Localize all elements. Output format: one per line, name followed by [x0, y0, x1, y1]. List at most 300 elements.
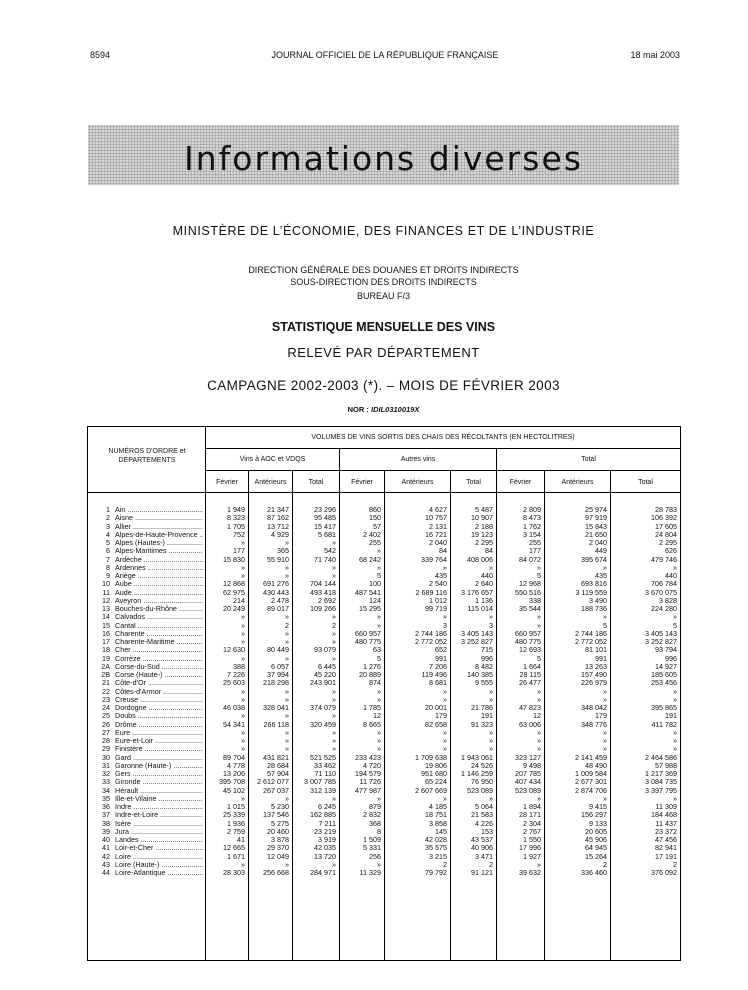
table-row: [88, 539, 680, 547]
department-name: Eure-et-Loir .....: [115, 737, 203, 745]
table-cell: 124: [369, 595, 381, 605]
table-cell: 28 783: [655, 505, 677, 514]
order-number: 11: [102, 587, 110, 597]
table-cell: 338: [529, 595, 541, 605]
table-cell: 55 910: [267, 554, 289, 564]
table-cell: »: [603, 612, 607, 622]
table-cell: »: [377, 727, 381, 737]
table-cell: 35 544: [519, 604, 541, 613]
document-subtitle: RELEVÉ PAR DÉPARTEMENT: [287, 345, 480, 360]
order-number: 42: [102, 851, 110, 861]
table-cell: 7 211: [318, 818, 336, 828]
table-cell: 253 456: [651, 678, 677, 688]
table-cell: »: [443, 727, 447, 737]
table-cell: 89 704: [223, 752, 245, 762]
publication-date: 18 mai 2003: [630, 50, 680, 60]
table-cell: 156 297: [581, 810, 607, 820]
table-cell: 374 079: [310, 703, 336, 712]
table-cell: 41: [237, 835, 245, 844]
table-cell: 3 490: [589, 595, 607, 605]
table-cell: »: [332, 612, 336, 622]
table-cell: 54 341: [223, 719, 245, 729]
order-number: 4: [106, 529, 110, 539]
order-number: 16: [102, 628, 110, 638]
order-number: 22: [102, 686, 110, 696]
table-cell: 19 123: [471, 529, 493, 539]
table-cell: 29 370: [267, 843, 289, 853]
order-number: 32: [102, 769, 110, 778]
table-cell: 8 665: [363, 719, 381, 729]
table-cell: »: [241, 744, 245, 754]
order-number: 5: [106, 538, 110, 547]
department-name: Eure .....: [115, 729, 203, 737]
table-cell: 2 832: [363, 810, 381, 820]
table-cell: 91 323: [471, 719, 493, 729]
table-cell: 2 874 706: [575, 785, 607, 795]
journal-title: JOURNAL OFFICIEL DE LA RÉPUBLIQUE FRANÇAISE: [271, 50, 499, 60]
department-name: Gironde .....: [115, 778, 203, 786]
table-cell: 320 459: [310, 719, 336, 729]
department-name: Charente-Maritime .....: [115, 638, 203, 646]
table-cell: »: [332, 562, 336, 572]
table-cell: 3 919: [318, 835, 336, 844]
table-cell: »: [285, 694, 289, 704]
order-number: 19: [102, 653, 110, 663]
table-cell: 20 889: [359, 670, 381, 679]
table-cell: »: [332, 686, 336, 696]
table-cell: »: [285, 859, 289, 869]
subheader: Février: [509, 479, 532, 486]
table-cell: 20 605: [585, 826, 607, 836]
table-cell: 7 206: [429, 661, 447, 671]
department-name: Isère .....: [115, 820, 203, 828]
table-row: [88, 556, 680, 564]
table-cell: »: [603, 793, 607, 803]
table-cell: 12 630: [223, 645, 245, 655]
table-row: [88, 688, 680, 696]
table-cell: 25 603: [223, 678, 245, 688]
order-number: 39: [102, 826, 110, 836]
table-cell: 106 392: [651, 513, 677, 523]
table-cell: »: [241, 571, 245, 580]
table-cell: 626: [665, 546, 677, 556]
table-cell: 28 171: [519, 810, 541, 820]
table-cell: 3 670 075: [645, 587, 677, 597]
table-row: [88, 869, 680, 877]
department-name: Gard .....: [115, 754, 203, 762]
table-cell: »: [241, 793, 245, 803]
table-cell: 336 460: [581, 868, 607, 877]
table-cell: 99 719: [425, 604, 447, 613]
table-cell: 2 607 669: [415, 785, 447, 795]
table-cell: 2 772 052: [415, 637, 447, 646]
order-number: 27: [102, 727, 110, 737]
document-title: STATISTIQUE MENSUELLE DES VINS: [271, 320, 496, 334]
order-number: 40: [102, 835, 110, 844]
order-number: 2A: [101, 661, 110, 671]
table-cell: 480 775: [355, 637, 381, 646]
order-number: 38: [102, 818, 110, 828]
nor-label: NOR :: [347, 405, 369, 414]
table-cell: »: [332, 538, 336, 547]
table-cell: »: [537, 736, 541, 745]
table-cell: 150: [369, 513, 381, 523]
table-row: [88, 704, 680, 712]
order-number: 28: [102, 736, 110, 745]
table-row: [88, 721, 680, 729]
subheader: Antérieurs: [401, 479, 434, 486]
table-cell: 693 816: [581, 579, 607, 589]
table-cell: »: [443, 562, 447, 572]
table-cell: »: [332, 793, 336, 803]
order-number: 2: [106, 513, 110, 523]
department-name: Doubs .....: [115, 712, 203, 720]
table-cell: 323 127: [515, 752, 541, 762]
table-cell: »: [673, 727, 677, 737]
table-cell: »: [673, 686, 677, 696]
table-cell: 256: [369, 851, 381, 861]
table-cell: 328 041: [263, 703, 289, 712]
table-cell: »: [332, 637, 336, 646]
department-name: Bouches-du-Rhône .....: [115, 605, 203, 613]
table-cell: 218 298: [263, 678, 289, 688]
table-cell: 93 794: [655, 645, 677, 655]
table-cell: 752: [233, 529, 245, 539]
subheader: Total: [638, 479, 653, 486]
table-cell: 1 146 259: [461, 769, 493, 778]
table-cell: »: [443, 793, 447, 803]
department-name: Alpes-de-Haute-Provence .....: [115, 531, 203, 539]
table-cell: »: [285, 727, 289, 737]
table-cell: 153: [481, 826, 493, 836]
department-name: Cantal .....: [115, 622, 203, 630]
order-number: 13: [102, 604, 110, 613]
table-cell: 2 692: [318, 595, 336, 605]
table-cell: 5: [537, 653, 541, 663]
table-cell: 23 372: [655, 826, 677, 836]
table-cell: 15 264: [585, 851, 607, 861]
table-cell: 3 878: [271, 835, 289, 844]
order-number: 43: [102, 859, 110, 869]
table-cell: 12 665: [223, 843, 245, 853]
table-cell: 42 028: [425, 835, 447, 844]
table-cell: 1 509: [363, 835, 381, 844]
table-cell: 408 006: [467, 554, 493, 564]
table-cell: 3 397 795: [645, 785, 677, 795]
table-cell: 523 089: [467, 785, 493, 795]
subheader: Antérieurs: [561, 479, 594, 486]
table-cell: 140 385: [467, 670, 493, 679]
table-cell: »: [603, 744, 607, 754]
volumes-header: VOLUMES DE VINS SORTIS DES CHAIS DES RÉCOLTANTS (EN HECTOLITRES): [311, 434, 575, 441]
table-cell: 8 323: [227, 513, 245, 523]
table-cell: 1 705: [227, 521, 245, 531]
table-cell: 40 906: [471, 843, 493, 853]
table-cell: »: [241, 711, 245, 721]
table-cell: 11 437: [655, 818, 677, 828]
order-number: 30: [102, 752, 110, 762]
table-cell: 5 275: [271, 818, 289, 828]
order-number: 17: [102, 637, 110, 646]
table-cell: 82 941: [655, 843, 677, 853]
table-cell: 2 040: [429, 538, 447, 547]
table-cell: 25 974: [585, 505, 607, 514]
order-number: 34: [102, 785, 110, 795]
order-number: 21: [102, 678, 110, 688]
table-cell: 266 118: [263, 719, 289, 729]
table-cell: »: [537, 612, 541, 622]
table-cell: »: [537, 744, 541, 754]
table-cell: »: [285, 612, 289, 622]
table-cell: 137 546: [263, 810, 289, 820]
table-cell: 2 759: [227, 826, 245, 836]
table-cell: 1 949: [227, 505, 245, 514]
department-name: Côtes-d'Armor .....: [115, 688, 203, 696]
table-cell: 2 040: [589, 538, 607, 547]
table-cell: 6 245: [318, 802, 336, 811]
table-cell: 3: [443, 620, 447, 630]
table-cell: 57 988: [655, 760, 677, 770]
table-cell: 2: [285, 620, 289, 630]
order-number: 25: [102, 711, 110, 721]
table-cell: 1 136: [475, 595, 493, 605]
table-cell: 2 295: [659, 538, 677, 547]
table-cell: 521 525: [310, 752, 336, 762]
direction-line-1: DIRECTION GÉNÉRALE DES DOUANES ET DROITS INDIRECTS: [248, 265, 519, 275]
table-cell: 191: [481, 711, 493, 721]
table-cell: 3 252 827: [461, 637, 493, 646]
table-cell: 243 901: [310, 678, 336, 688]
table-cell: 874: [369, 678, 381, 688]
table-cell: 26 477: [519, 678, 541, 688]
table-cell: 63 006: [519, 719, 541, 729]
table-cell: »: [537, 562, 541, 572]
table-cell: 376 092: [651, 868, 677, 877]
department-name: Indre-et-Loire .....: [115, 811, 203, 819]
table-cell: »: [285, 538, 289, 547]
table-cell: 4 185: [429, 802, 447, 811]
table-cell: 81 101: [585, 645, 607, 655]
table-cell: 1 762: [523, 521, 541, 531]
table-row: [88, 729, 680, 737]
table-cell: »: [603, 736, 607, 745]
department-name: Aube .....: [115, 580, 203, 588]
table-row: [88, 737, 680, 745]
table-cell: »: [537, 727, 541, 737]
table-cell: 45 102: [223, 785, 245, 795]
table-cell: »: [241, 736, 245, 745]
table-cell: 84 072: [519, 554, 541, 564]
order-number: 9: [106, 571, 110, 580]
table-cell: »: [377, 612, 381, 622]
table-cell: 28 684: [267, 760, 289, 770]
table-cell: »: [332, 694, 336, 704]
table-cell: »: [377, 562, 381, 572]
table-cell: 1 664: [523, 661, 541, 671]
table-cell: 46 038: [223, 703, 245, 712]
group-header-autres: Autres vins: [400, 456, 436, 463]
table-cell: 13 720: [314, 851, 336, 861]
order-number: 23: [102, 694, 110, 704]
table-cell: 15 295: [359, 604, 381, 613]
table-cell: 21 347: [267, 505, 289, 514]
table-cell: 2 131: [429, 521, 447, 531]
table-cell: 12: [373, 711, 381, 721]
table-cell: 115 014: [467, 604, 493, 613]
table-cell: 860: [369, 505, 381, 514]
table-cell: 652: [435, 645, 447, 655]
table-cell: »: [489, 612, 493, 622]
table-cell: 10 907: [471, 513, 493, 523]
table-cell: 177: [529, 546, 541, 556]
table-cell: 95 485: [314, 513, 336, 523]
department-name: Allier .....: [115, 523, 203, 531]
table-cell: 3 007 785: [304, 777, 336, 787]
department-name: Loire-Atlantique .....: [115, 869, 203, 877]
table-cell: »: [673, 562, 677, 572]
table-cell: 3 215: [429, 851, 447, 861]
department-name: Côte-d'Or .....: [115, 679, 203, 687]
table-cell: »: [673, 793, 677, 803]
table-cell: 2 141 459: [575, 752, 607, 762]
table-cell: 65 224: [425, 777, 447, 787]
table-cell: »: [377, 694, 381, 704]
table-cell: 2 772 052: [575, 637, 607, 646]
table-cell: 715: [481, 645, 493, 655]
order-number: 33: [102, 777, 110, 787]
table-cell: 3 405 143: [645, 628, 677, 638]
table-cell: 2 677 301: [575, 777, 607, 787]
table-cell: »: [285, 686, 289, 696]
table-cell: »: [241, 538, 245, 547]
table-cell: 14 927: [655, 661, 677, 671]
table-cell: 267 037: [263, 785, 289, 795]
department-name: Corse (Haute-) .....: [115, 671, 203, 679]
section-banner: [88, 125, 679, 185]
table-cell: »: [332, 628, 336, 638]
order-number: 2B: [101, 670, 110, 679]
order-number: 29: [102, 744, 110, 754]
table-cell: »: [241, 612, 245, 622]
table-cell: 3 858: [429, 818, 447, 828]
table-cell: »: [285, 793, 289, 803]
table-cell: »: [332, 571, 336, 580]
table-cell: 8 681: [429, 678, 447, 688]
table-cell: 6 445: [318, 661, 336, 671]
table-cell: 5 064: [475, 802, 493, 811]
table-cell: 179: [435, 711, 447, 721]
table-cell: 3 405 143: [461, 628, 493, 638]
table-cell: »: [377, 859, 381, 869]
table-cell: 57 904: [267, 769, 289, 778]
table-cell: 5 487: [475, 505, 493, 514]
table-cell: 4 627: [429, 505, 447, 514]
table-cell: 64 945: [585, 843, 607, 853]
table-cell: »: [241, 859, 245, 869]
table-cell: 4 720: [363, 760, 381, 770]
table-cell: 20 249: [223, 604, 245, 613]
table-cell: 5: [377, 571, 381, 580]
table-cell: 11 309: [655, 802, 677, 811]
department-name: Charente .....: [115, 630, 203, 638]
table-cell: 100: [369, 579, 381, 589]
table-cell: 996: [481, 653, 493, 663]
table-cell: 4 929: [271, 529, 289, 539]
table-cell: 5 681: [318, 529, 336, 539]
group-header-aoc: Vins à AOC et VDQS: [239, 456, 306, 463]
table-cell: »: [489, 727, 493, 737]
table-cell: 47 456: [655, 835, 677, 844]
department-name: Corrèze .....: [115, 655, 203, 663]
table-cell: »: [673, 744, 677, 754]
table-row: [88, 853, 680, 861]
subheader: Février: [351, 479, 373, 486]
table-cell: 162 885: [310, 810, 336, 820]
department-name: Aude .....: [115, 589, 203, 597]
table-cell: 480 775: [515, 637, 541, 646]
table-cell: 207 785: [515, 769, 541, 778]
table-cell: 8 473: [523, 513, 541, 523]
table-cell: 365: [277, 546, 289, 556]
table-cell: 93 079: [314, 645, 336, 655]
table-cell: 542: [324, 546, 336, 556]
table-cell: 15 843: [585, 521, 607, 531]
table-cell: 1 785: [363, 703, 381, 712]
order-number: 10: [102, 579, 110, 589]
department-name: Creuse .....: [115, 696, 203, 704]
table-cell: 255: [369, 538, 381, 547]
table-cell: 3 828: [659, 595, 677, 605]
table-row: [88, 605, 680, 613]
department-name: Loir-et-Cher .....: [115, 844, 203, 852]
table-cell: 348 776: [581, 719, 607, 729]
table-cell: 255: [529, 538, 541, 547]
table-cell: 45 906: [585, 835, 607, 844]
table-cell: 89 017: [267, 604, 289, 613]
table-cell: »: [241, 620, 245, 630]
table-cell: 2 767: [523, 826, 541, 836]
table-cell: 1 936: [227, 818, 245, 828]
order-number: 3: [106, 521, 110, 531]
page-number: 8594: [90, 50, 111, 60]
table-cell: 4 778: [227, 760, 245, 770]
order-number: 8: [106, 562, 110, 572]
table-cell: 368: [369, 818, 381, 828]
table-cell: 1 927: [523, 851, 541, 861]
divider: [205, 470, 680, 471]
campaign-title: CAMPAGNE 2002-2003 (*). – MOIS DE FÉVRIER 2003: [207, 378, 560, 393]
department-name: Cher .....: [115, 646, 203, 654]
table-cell: »: [489, 694, 493, 704]
table-cell: 704 144: [310, 579, 336, 589]
table-cell: 25 339: [223, 810, 245, 820]
table-cell: »: [603, 686, 607, 696]
table-cell: 62 975: [223, 587, 245, 597]
table-cell: 8: [377, 826, 381, 836]
table-cell: 17 996: [519, 843, 541, 853]
table-cell: 430 443: [263, 587, 289, 597]
table-cell: 493 418: [310, 587, 336, 597]
table-cell: 1 550: [523, 835, 541, 844]
table-cell: 1 217 369: [645, 769, 677, 778]
table-cell: »: [443, 744, 447, 754]
table-cell: 157 490: [581, 670, 607, 679]
table-cell: 3: [489, 620, 493, 630]
table-cell: 12 049: [267, 851, 289, 861]
table-cell: 97 919: [585, 513, 607, 523]
direction-line-3: BUREAU F/3: [356, 291, 410, 301]
order-dept-header: NUMÉROS D'ORDRE et DÉPARTEMENTS: [108, 448, 186, 464]
